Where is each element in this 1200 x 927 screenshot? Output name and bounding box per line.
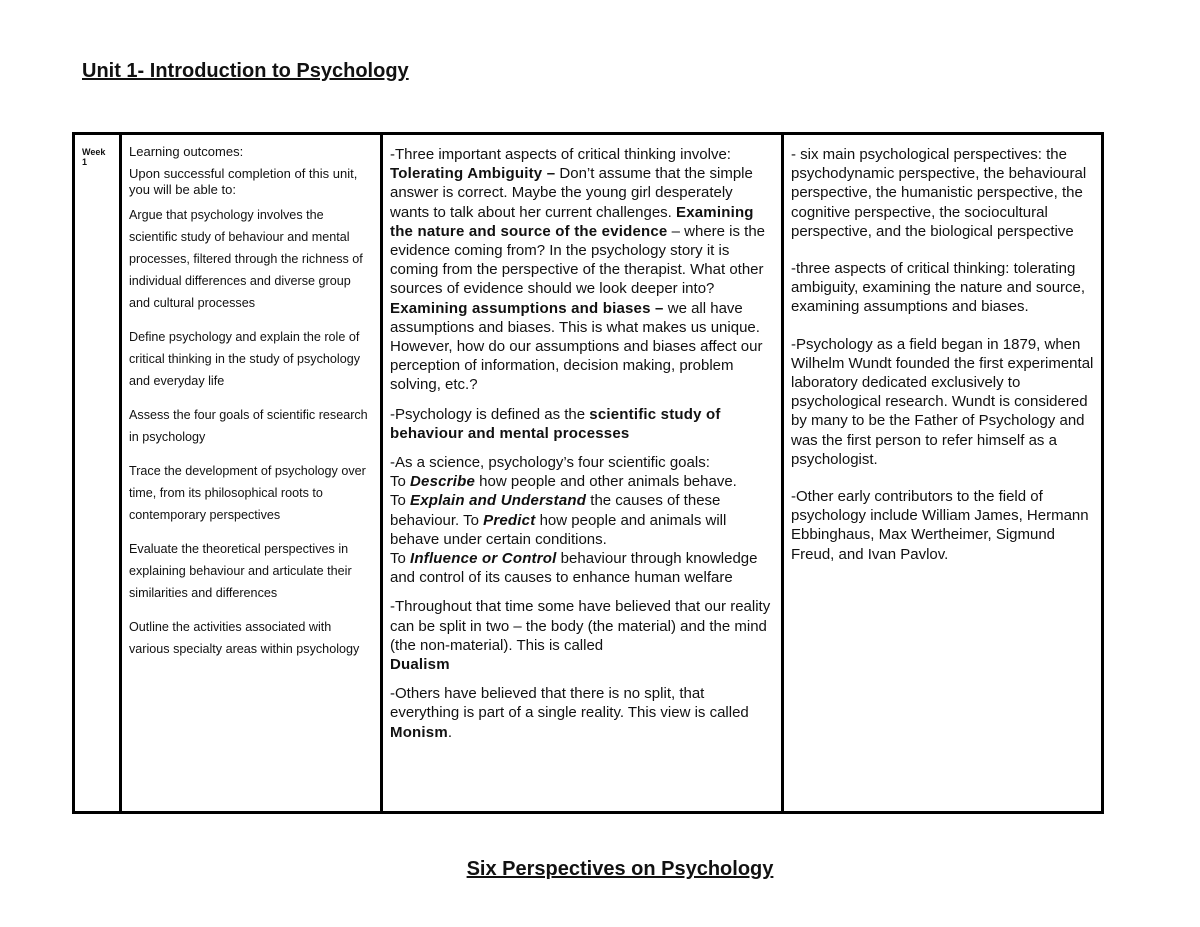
text: – where is the evidence coming from? In the psychology story it is coming from the perspective of the therapist. What other sources of evidence should we look deeper into? [390, 222, 766, 298]
goal-describe: Describe [410, 473, 475, 491]
learning-outcome-item: Outline the activities associated with various specialty areas within psychology [129, 620, 360, 656]
contributors-paragraph: -Other early contributors to the field of psychology include William James, Hermann Ebbinghaus, Max Wertheimer, Sigmund Freud, and Ivan Pavlov. [791, 488, 1089, 563]
critical-thinking-intro: -Three important aspects of critical thinking involve: [390, 146, 731, 163]
dualism-paragraph [390, 597, 775, 674]
text: . [447, 723, 453, 741]
goal-influence: Influence or Control [410, 550, 557, 568]
text: Don’t assume that the simple answer is correct. Maybe the young girl desperately wants to talk about her current challenges. [390, 165, 753, 221]
text: -Throughout that time some have believed that our reality can be split in two – the body (the material) and the mind (the non-material). This is called [390, 598, 771, 654]
critical-thinking-cell [382, 134, 783, 813]
unit-table [72, 132, 1104, 814]
monism-paragraph [390, 684, 775, 742]
text: -Others have believed that there is no split, that everything is part of a single reality. This view is called [390, 685, 749, 722]
definition-paragraph [390, 405, 775, 443]
week-label: Week 1 [82, 147, 106, 167]
perspectives-paragraph: - six main psychological perspectives: the psychodynamic perspective, the behavioural perspective, the humanistic perspective, the cognitive perspective, the sociocultural perspective, and the biological perspective [791, 146, 1087, 240]
goals-intro: -As a science, psychology’s four scientific goals: [390, 454, 710, 472]
goals-paragraph [390, 453, 775, 587]
section-heading: Six Perspectives on Psychology [466, 858, 774, 880]
text: -Psychology is defined as the [390, 405, 590, 423]
learning-outcome-item: Trace the development of psychology over time, from its philosophical roots to contemporary perspectives [129, 464, 366, 522]
term-examining-evidence: Examining the nature and source of the evidence [390, 203, 754, 240]
learning-outcomes-cell [121, 134, 382, 813]
learning-outcome-item: Define psychology and explain the role of critical thinking in the study of psychology and everyday life [129, 330, 361, 388]
text: To [390, 473, 411, 491]
text: how people and other animals behave. [475, 473, 737, 491]
critical-thinking-paragraph [390, 145, 775, 395]
term-monism: Monism [390, 723, 448, 741]
term-definition: scientific study of behaviour and mental processes [390, 405, 721, 442]
term-examining-assumptions: Examining assumptions and biases – [390, 299, 664, 317]
text: how people and animals will behave under certain conditions. [390, 511, 727, 548]
term-tolerating-ambiguity: Tolerating Ambiguity – [390, 165, 556, 183]
goal-predict: Predict [483, 511, 536, 529]
learning-outcome-item: Evaluate the theoretical perspectives in explaining behaviour and articulate their similarities and differences [129, 542, 352, 600]
goal-explain: Explain and Understand [410, 492, 587, 510]
page-title: Unit 1- Introduction to Psychology [82, 60, 409, 82]
text: we all have assumptions and biases. This is what makes us unique. However, how do our assumptions and biases affect our perception of information, decision making, problem solving, etc.? [390, 299, 763, 394]
text: the causes of these behaviour. To [390, 492, 721, 529]
text: behaviour through knowledge and control of its causes to enhance human welfare [390, 550, 758, 587]
learning-outcome-item: Argue that psychology involves the scientific study of behaviour and mental processes, filtered through the richness of individual differences and diverse group and cultural processes [129, 208, 363, 310]
critical-thinking-summary: -three aspects of critical thinking: tolerating ambiguity, examining the nature and source, examining assumptions and biases. [791, 260, 1086, 316]
table-row [74, 134, 1103, 813]
text: To [390, 550, 411, 568]
perspectives-cell [783, 134, 1103, 813]
text: To [390, 492, 411, 510]
term-dualism: Dualism [390, 656, 450, 674]
learning-outcome-item: Assess the four goals of scientific research in psychology [129, 408, 368, 444]
learning-outcomes-intro: Upon successful completion of this unit, you will be able to: [129, 166, 358, 197]
week-cell [74, 134, 121, 813]
learning-outcomes-heading: Learning outcomes: [129, 144, 244, 159]
history-paragraph: -Psychology as a field began in 1879, when Wilhelm Wundt founded the first experimental laboratory dedicated exclusively to psychological research. Wundt is considered by many to be the Father of Psychology and was the first person to refer himself as a psychologist. [791, 335, 1094, 468]
